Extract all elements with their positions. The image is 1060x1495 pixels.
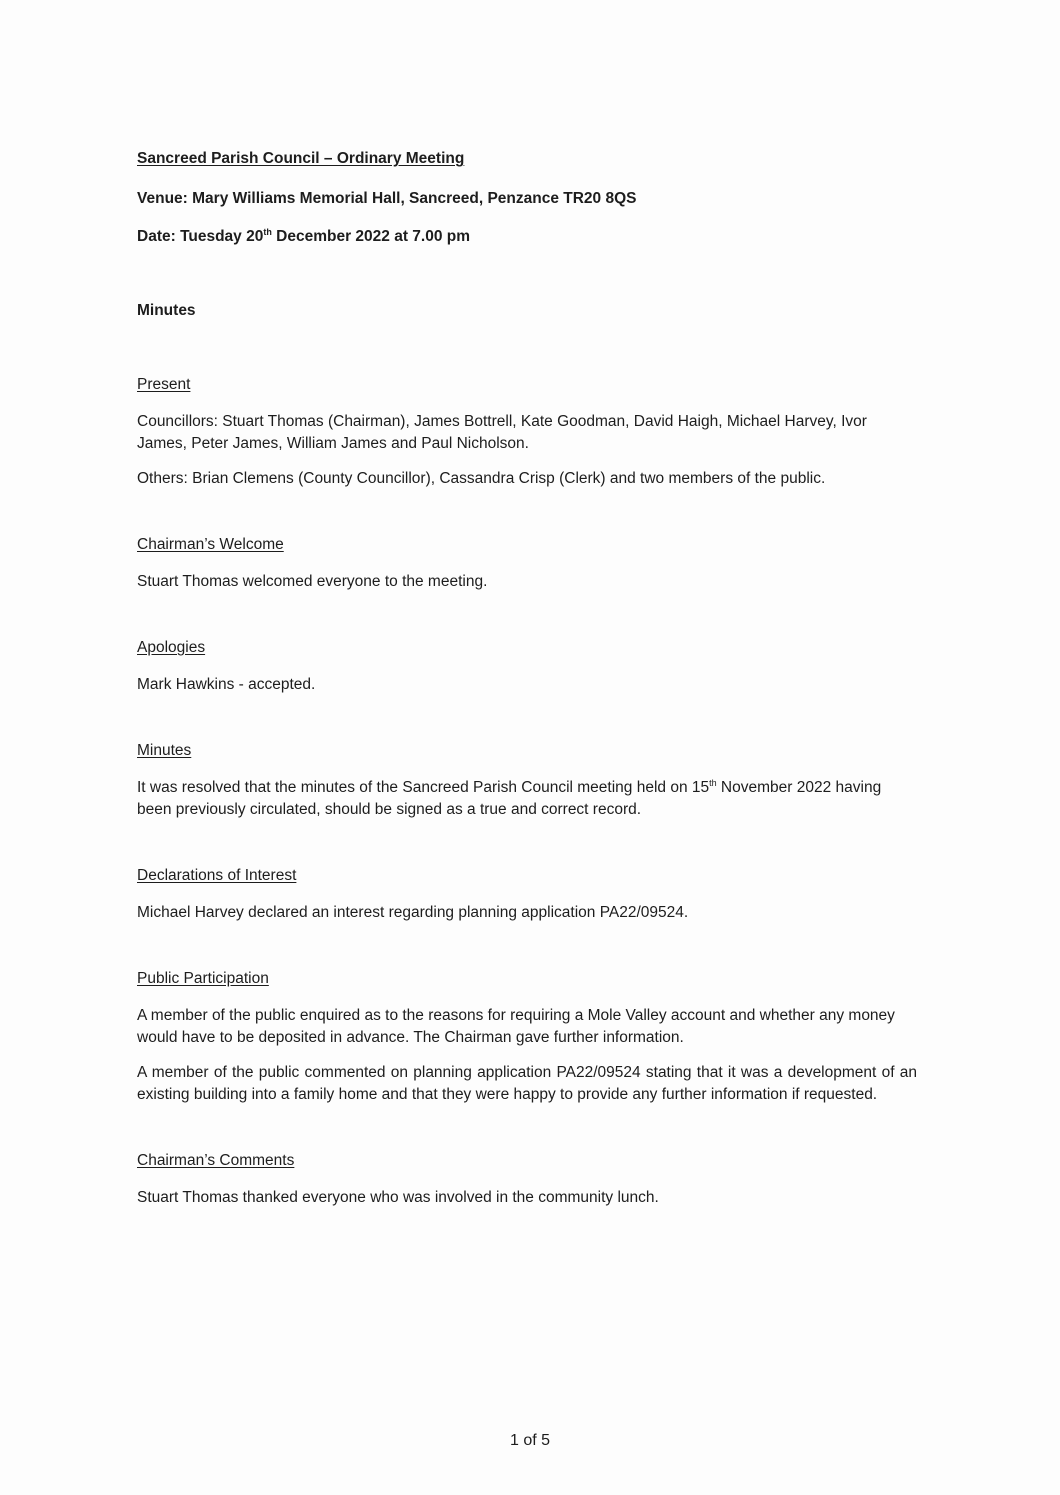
declarations-text: Michael Harvey declared an interest regarding planning application PA22/09524. bbox=[137, 904, 689, 921]
section-heading-minutes: Minutes bbox=[137, 742, 192, 759]
present-councillors: Councillors: Stuart Thomas (Chairman), James Bottrell, Kate Goodman, David Haigh, Michael Harvey, Ivor James, Peter James, William James and Paul Nicholson. bbox=[137, 413, 867, 452]
meeting-date bbox=[137, 226, 917, 248]
meeting-venue: Venue: Mary Williams Memorial Hall, Sancreed, Penzance TR20 8QS bbox=[137, 190, 637, 207]
document-title: Sancreed Parish Council – Ordinary Meeting bbox=[137, 150, 465, 167]
section-heading-declarations: Declarations of Interest bbox=[137, 867, 297, 884]
meeting-date-suffix: December 2022 at 7.00 pm bbox=[271, 228, 471, 245]
section-heading-public: Public Participation bbox=[137, 970, 269, 987]
meeting-date-prefix: Date: Tuesday 20 bbox=[137, 228, 264, 245]
section-heading-chairman-comments: Chairman’s Comments bbox=[137, 1152, 295, 1169]
public-paragraph-1: A member of the public enquired as to the reasons for requiring a Mole Valley account and whether any money would have to be deposited in advance. The Chairman gave further information. bbox=[137, 1007, 895, 1046]
minutes-text bbox=[137, 777, 917, 821]
minutes-label: Minutes bbox=[137, 302, 196, 319]
chairman-comments-text: Stuart Thomas thanked everyone who was involved in the community lunch. bbox=[137, 1189, 659, 1206]
page-number: 1 of 5 bbox=[509, 1432, 551, 1449]
document-body bbox=[137, 148, 917, 1209]
meeting-date-ordinal: th bbox=[263, 226, 272, 237]
section-heading-present: Present bbox=[137, 376, 191, 393]
minutes-text-suffix: November 2022 having been previously circulated, should be signed as a true and correct record. bbox=[137, 779, 882, 818]
public-paragraph-2: A member of the public commented on planning application PA22/09524 stating that it was a development of an existing building into a family home and that they were happy to provide any further information if requested. bbox=[137, 1064, 917, 1103]
present-others: Others: Brian Clemens (County Councillor), Cassandra Crisp (Clerk) and two members of the public. bbox=[137, 470, 826, 487]
welcome-text: Stuart Thomas welcomed everyone to the meeting. bbox=[137, 573, 488, 590]
section-heading-welcome: Chairman’s Welcome bbox=[137, 536, 284, 553]
apologies-text: Mark Hawkins - accepted. bbox=[137, 676, 316, 693]
minutes-text-ordinal: th bbox=[709, 777, 717, 788]
section-heading-apologies: Apologies bbox=[137, 639, 206, 656]
minutes-text-prefix: It was resolved that the minutes of the Sancreed Parish Council meeting held on 15 bbox=[137, 779, 710, 796]
